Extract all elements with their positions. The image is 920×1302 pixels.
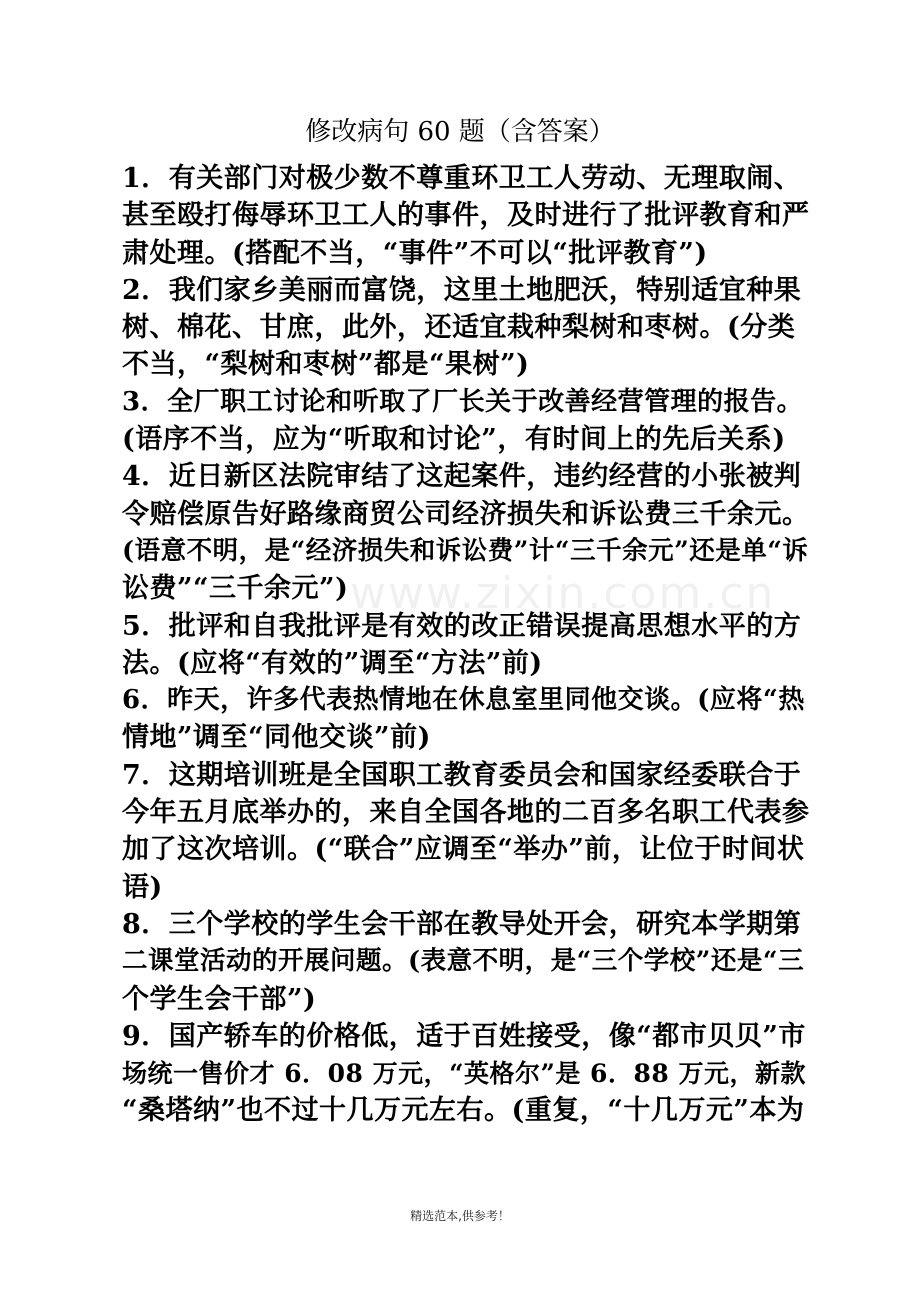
text-line: 语) [122, 871, 163, 903]
text-line: 4．近日新区法院审结了这起案件，违约经营的小张被判 [122, 461, 802, 493]
text-line: 2．我们家乡美丽而富饶，这里土地肥沃，特别适宜种果 [122, 274, 802, 306]
text-line: 二课堂活动的开展问题。(表意不明，是“三个学校”还是“三 [122, 946, 805, 977]
text-line: 5．批评和自我批评是有效的改正错误提高思想水平的方 [122, 610, 802, 642]
document-title: 修改病句 60 题（含答案） [305, 117, 615, 147]
text-line: 法。(应将“有效的”调至“方法”前) [122, 647, 543, 679]
text-line: 3．全厂职工讨论和听取了厂长关于改善经营管理的报告。 [122, 386, 804, 417]
text-line: 7．这期培训班是全国职工教育委员会和国家经委联合于 [122, 759, 802, 791]
text-line: 甚至殴打侮辱环卫工人的事件，及时进行了批评教育和严 [122, 200, 810, 232]
text-line: 8．三个学校的学生会干部在教导处开会，研究本学期第 [122, 908, 802, 940]
text-line: 场统一售价才 6．08 万元，“英格尔”是 6．88 万元，新款 [122, 1059, 806, 1089]
text-line: 树、棉花、甘庶，此外，还适宜栽种梨树和枣树。(分类 [122, 312, 796, 344]
text-line: (语序不当，应为“听取和讨论”，有时间上的先后关系) [122, 424, 786, 456]
text-line: (语意不明，是“经济损失和诉讼费”计“三千余元”还是单“诉 [122, 535, 809, 566]
document-body [122, 160, 812, 1130]
text-line: “桑塔纳”也不过十几万元左右。(重复，“十几万元”本为 [122, 1095, 805, 1127]
text-line: 9．国产轿车的价格低，适于百姓接受，像“都市贝贝”市 [122, 1020, 806, 1052]
text-line: 肃处理。(搭配不当，“事件”不可以“批评教育”) [122, 237, 708, 269]
text-line: 1．有关部门对极少数不尊重环卫工人劳动、无理取闹、 [122, 163, 802, 194]
text-line: 今年五月底举办的，来自全国各地的二百多名职工代表参 [122, 797, 810, 829]
text-line: 不当，“梨树和枣树”都是“果树”) [122, 349, 530, 381]
watermark-text: www.zixin.com.cn [350, 568, 776, 619]
text-line: 情地”调至“同他交谈”前) [122, 722, 431, 754]
text-line: 加了这次培训。(“联合”应调至“举办”前，让位于时间状 [122, 834, 805, 866]
text-line: 讼费”“三千余元”) [122, 573, 349, 605]
text-line: 个学生会干部”) [122, 983, 317, 1015]
text-line: 6．昨天，许多代表热情地在休息室里同他交谈。(应将“热 [122, 685, 805, 716]
page-footer: 精选范本,供参考！ [410, 1209, 510, 1223]
text-line: 令赔偿原告好路缘商贸公司经济损失和诉讼费三千余元。 [122, 498, 810, 530]
